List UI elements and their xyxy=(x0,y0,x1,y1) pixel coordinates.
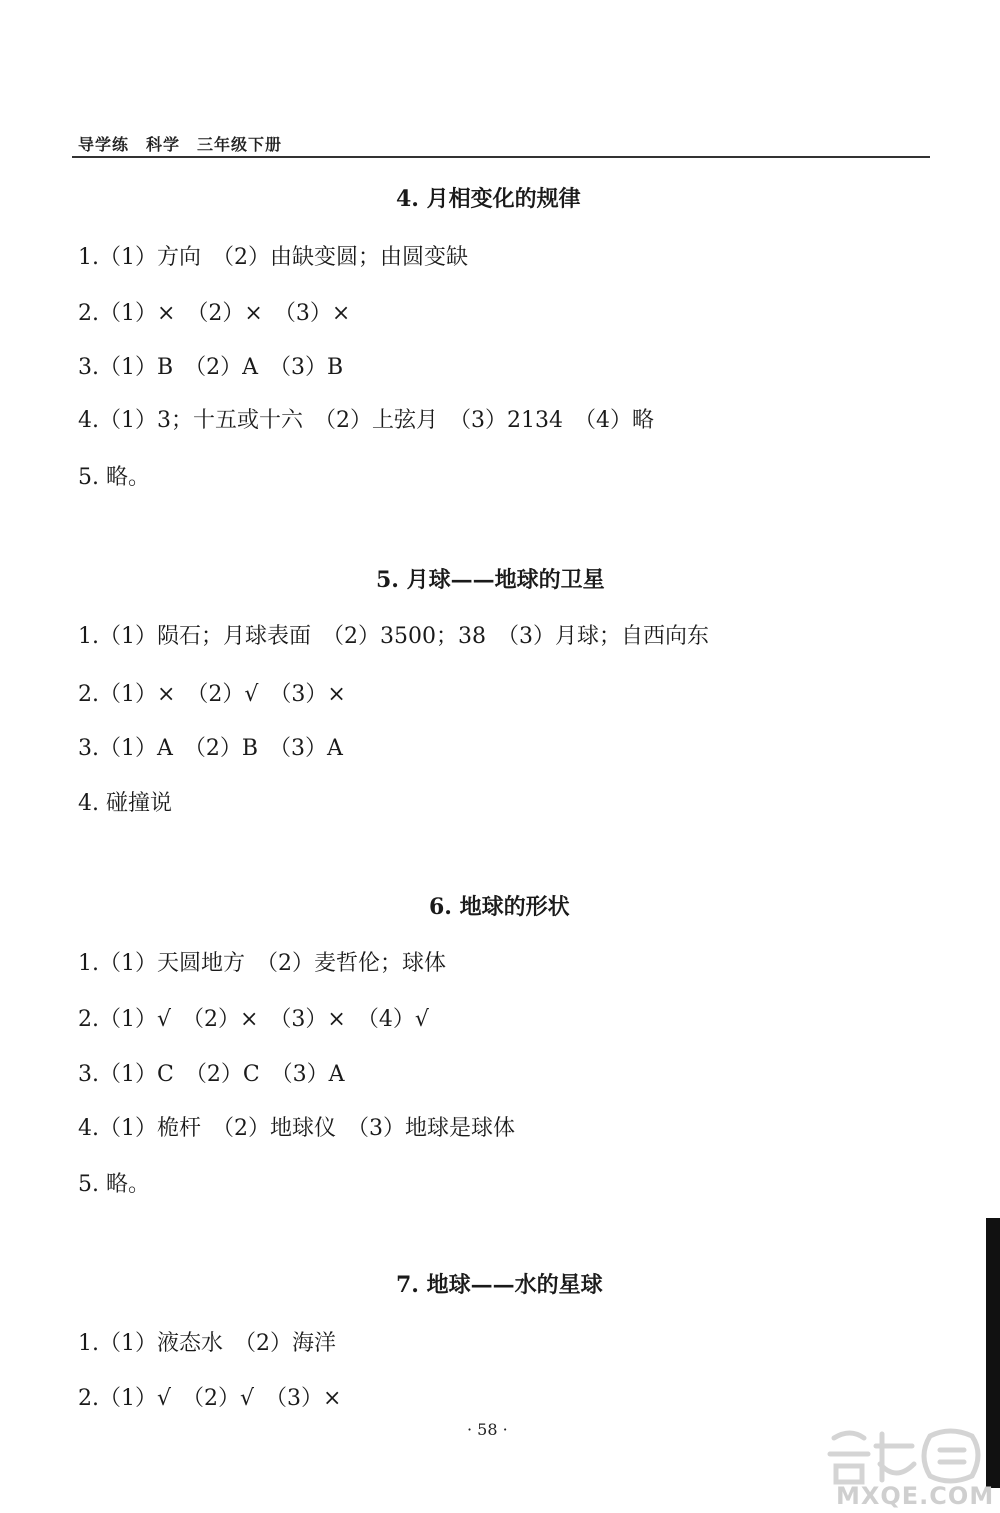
page-header: 导学练 科学 三年级下册 xyxy=(78,135,283,154)
answer-line: 1.（1）液态水 （2）海洋 xyxy=(78,1331,336,1356)
answer-line: 1.（1）天圆地方 （2）麦哲伦；球体 xyxy=(78,951,446,976)
section-title: 6. 地球的形状 xyxy=(429,894,570,920)
answer-line: 3.（1）C （2）C （3）A xyxy=(78,1062,345,1087)
answer-line: 3.（1）A （2）B （3）A xyxy=(78,736,343,761)
answer-line: 2.（1）√ （2）× （3）× （4）√ xyxy=(78,1007,429,1032)
answer-line: 4.（1）桅杆 （2）地球仪 （3）地球是球体 xyxy=(78,1116,515,1141)
answer-line: 1.（1）陨石；月球表面 （2）3500；38 （3）月球；自西向东 xyxy=(78,624,709,649)
answer-line: 3.（1）B （2）A （3）B xyxy=(78,355,344,380)
answer-line: 5. 略。 xyxy=(78,465,150,490)
answer-line: 2.（1）× （2）× （3）× xyxy=(78,301,351,326)
answer-line: 4. 碰撞说 xyxy=(78,791,172,816)
answer-line: 2.（1）× （2）√ （3）× xyxy=(78,682,346,707)
answer-line: 5. 略。 xyxy=(78,1172,150,1197)
watermark-site: MXQE.COM xyxy=(836,1482,995,1510)
section-title: 4. 月相变化的规律 xyxy=(396,186,581,212)
section-title: 5. 月球——地球的卫星 xyxy=(376,567,605,593)
answer-line: 2.（1）√ （2）√ （3）× xyxy=(78,1386,342,1411)
page-number: · 58 · xyxy=(467,1420,508,1439)
answer-line: 1.（1）方向 （2）由缺变圆；由圆变缺 xyxy=(78,245,468,270)
header-rule xyxy=(72,156,930,158)
section-title: 7. 地球——水的星球 xyxy=(396,1272,603,1298)
answer-line: 4.（1）3；十五或十六 （2）上弦月 （3）2134 （4）略 xyxy=(78,408,654,433)
